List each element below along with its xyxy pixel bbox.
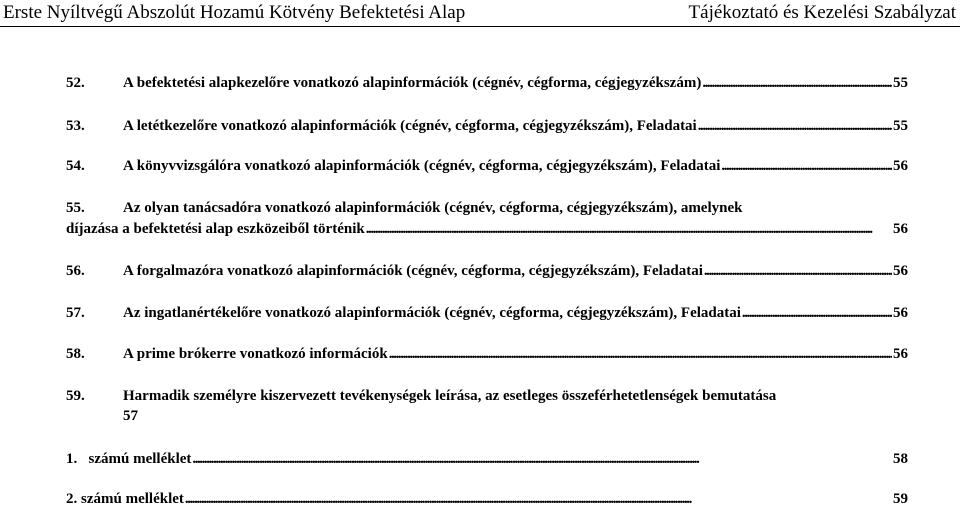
toc-title: A forgalmazóra vonatkozó alapinformációk (cégnév, cégforma, cégjegyzékszám), Feladatai [123,263,703,279]
toc-title: 2. számú melléklet [66,491,184,507]
toc-number: 52. [66,75,85,91]
toc-leader-dots [185,490,892,509]
toc-entry-53[interactable] [66,117,908,136]
page-header [0,0,960,25]
toc-number: 58. [66,346,85,362]
toc-page-number: 55 [893,75,908,91]
toc-leader-dots [698,117,892,136]
toc-title: Az olyan tanácsadóra vonatkozó alapinformációk (cégnév, cégforma, cégjegyzékszám), amelynek [123,200,743,216]
toc-leader-dots [702,74,892,93]
toc-entry-annex-2[interactable] [66,490,908,509]
toc-page-number: 56 [893,263,908,279]
toc-number: 53. [66,118,85,134]
toc-entry-52[interactable] [66,74,908,93]
toc-title: A befektetési alapkezelőre vonatkozó alapinformációk (cégnév, cégforma, cégjegyzékszám) [123,75,702,91]
toc-page-number: 55 [893,118,908,134]
toc-title: A könyvvizsgálóra vonatkozó alapinformációk (cégnév, cégforma, cégjegyzékszám), Feladatai [123,158,721,174]
toc-title: Harmadik személyre kiszervezett tevékenységek leírása, az esetleges összeférhetetlenségek bemutatása [123,388,777,404]
toc-entry-54[interactable] [66,157,908,176]
toc-entry-58[interactable] [66,345,908,364]
toc-leader-dots [389,345,892,364]
toc-page-number: 56 [893,221,908,237]
toc-entry-annex-1[interactable] [66,450,908,469]
toc-page-number: 56 [893,346,908,362]
toc-number: 54. [66,158,85,174]
toc-title-continued: díjazása a befektetési alap eszközeiből történik [66,221,365,237]
toc-page-number: 56 [893,305,908,321]
toc-leader-dots [192,450,892,469]
toc-leader-dots [704,262,892,281]
toc-entry-55[interactable] [66,199,908,239]
toc-leader-dots [721,157,892,176]
toc-title: Az ingatlanértékelőre vonatkozó alapinformációk (cégnév, cégforma, cégjegyzékszám), Feladatai [123,305,741,321]
document-section: Tájékoztató és Kezelési Szabályzat [688,2,956,23]
toc-leader-dots [366,220,892,239]
toc-page-number: 58 [893,451,908,467]
toc-number: 57. [66,305,85,321]
toc-title: A letétkezelőre vonatkozó alapinformációk (cégnév, cégforma, cégjegyzékszám), Feladatai [123,118,697,134]
toc-title: A prime brókerre vonatkozó információk [123,346,388,362]
toc-leader-dots [742,304,892,323]
toc-entry-56[interactable] [66,262,908,281]
toc-entry-57[interactable] [66,304,908,323]
toc-number: 56. [66,263,85,279]
toc-page-number: 56 [893,158,908,174]
toc-number: 59. [66,388,85,404]
toc-number: 55. [66,200,85,216]
toc-page-number: 57 [123,408,138,424]
header-rule [0,26,960,27]
document-title: Erste Nyíltvégű Abszolút Hozamú Kötvény Befektetési Alap [3,2,466,23]
toc-title: 1. számú melléklet [66,451,192,467]
toc-entry-59[interactable] [66,387,908,426]
toc-page-number: 59 [893,491,908,507]
